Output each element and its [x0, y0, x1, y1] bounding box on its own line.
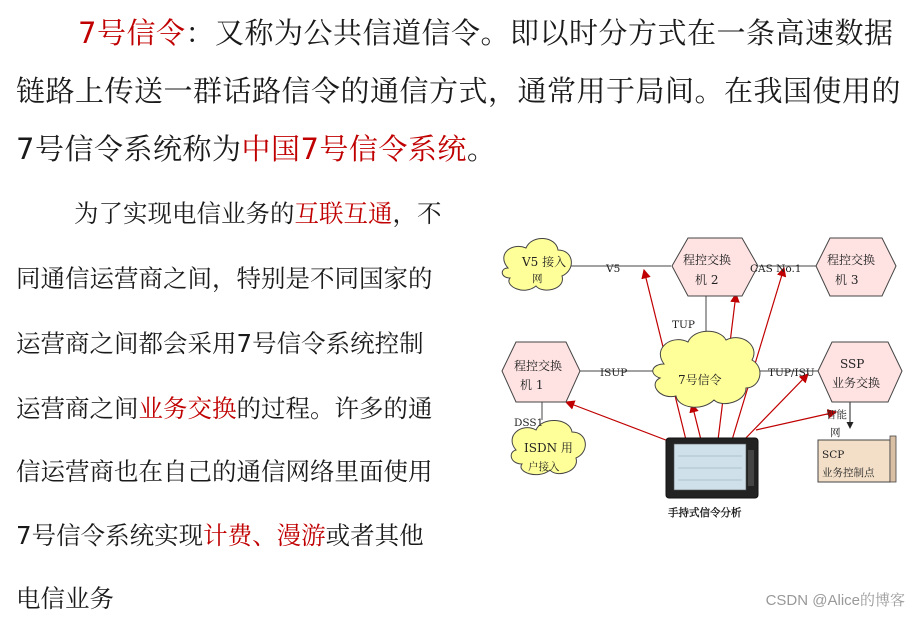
- svg-text:户接入: 户接入: [528, 461, 560, 473]
- body-line-6: 7号信令系统实现计费、漫游或者其他: [16, 521, 424, 550]
- svg-text:SSP: SSP: [840, 357, 865, 371]
- svg-text:DSS1: DSS1: [514, 417, 544, 429]
- svg-text:TUP/ISU: TUP/ISU: [768, 367, 815, 379]
- svg-text:机 3: 机 3: [835, 273, 859, 287]
- svg-text:业务控制点: 业务控制点: [822, 467, 875, 479]
- body-line-7: 电信业务: [16, 584, 114, 613]
- svg-text:手持式信令分析: 手持式信令分析: [668, 507, 742, 519]
- svg-text:ISUP: ISUP: [600, 367, 628, 379]
- svg-text:机 2: 机 2: [695, 273, 719, 287]
- ssp-node: [818, 342, 902, 402]
- svg-text:程控交换: 程控交换: [827, 253, 876, 267]
- svg-text:程控交换: 程控交换: [683, 253, 732, 267]
- csdn-watermark: CSDN @Alice的博客: [765, 592, 905, 609]
- intro-paragraph: 7号信令：又称为公共信道信令。即以时分方式在一条高速数据链路上传送一群话路信令的通信方式，通常用于局间。在我国使用的7号信令系统称为中国7号信令系统。: [16, 16, 902, 166]
- body-line-1: 为了实现电信业务的互联互通，不: [74, 199, 442, 228]
- svg-text:业务交换: 业务交换: [832, 376, 881, 390]
- svg-text:智能: 智能: [826, 409, 847, 421]
- svg-text:7号信令: 7号信令: [678, 373, 722, 387]
- exchange-3-node: [816, 238, 896, 296]
- svg-text:机 1: 机 1: [520, 378, 544, 392]
- body-line-5: 信运营商也在自己的通信网络里面使用: [16, 457, 433, 486]
- interconnection-highlight: 互联互通: [294, 199, 393, 228]
- billing-highlight: 计费: [203, 521, 253, 550]
- svg-text:网: 网: [532, 273, 543, 285]
- intro-text: 又称为公共信道信令。即以时分方式在一条高速数据链路上传送一群话路信令的通信方式，通常用于局间。在我国使用的7号信令系统称为: [16, 16, 902, 166]
- term-7-signaling: 7号信令: [78, 16, 186, 50]
- roaming-highlight: 漫游: [276, 521, 326, 550]
- body-line-3: 运营商之间都会采用7号信令系统控制: [16, 329, 424, 358]
- exchange-2-node: [672, 238, 758, 296]
- svg-text:V5: V5: [606, 263, 621, 275]
- body-line-2: 同通信运营商之间，特别是不同国家的: [16, 264, 433, 293]
- signaling-network-diagram: [496, 224, 910, 530]
- svg-text:SCP: SCP: [822, 449, 845, 461]
- svg-text:TUP: TUP: [672, 319, 695, 331]
- svg-text:程控交换: 程控交换: [514, 359, 563, 373]
- signaling-7-cloud: [653, 331, 760, 407]
- handheld-analyzer-device: [666, 438, 758, 498]
- svg-text:网: 网: [830, 427, 841, 439]
- svg-text:V5 接入: V5 接入: [522, 255, 567, 269]
- service-exchange-highlight: 业务交换: [138, 394, 237, 423]
- china-7-signaling-highlight: 中国7号信令系统: [241, 132, 467, 166]
- svg-text:CAS No.1: CAS No.1: [750, 263, 802, 275]
- svg-text:ISDN 用: ISDN 用: [524, 441, 573, 455]
- body-line-4: 运营商之间业务交换的过程。许多的通: [16, 394, 433, 423]
